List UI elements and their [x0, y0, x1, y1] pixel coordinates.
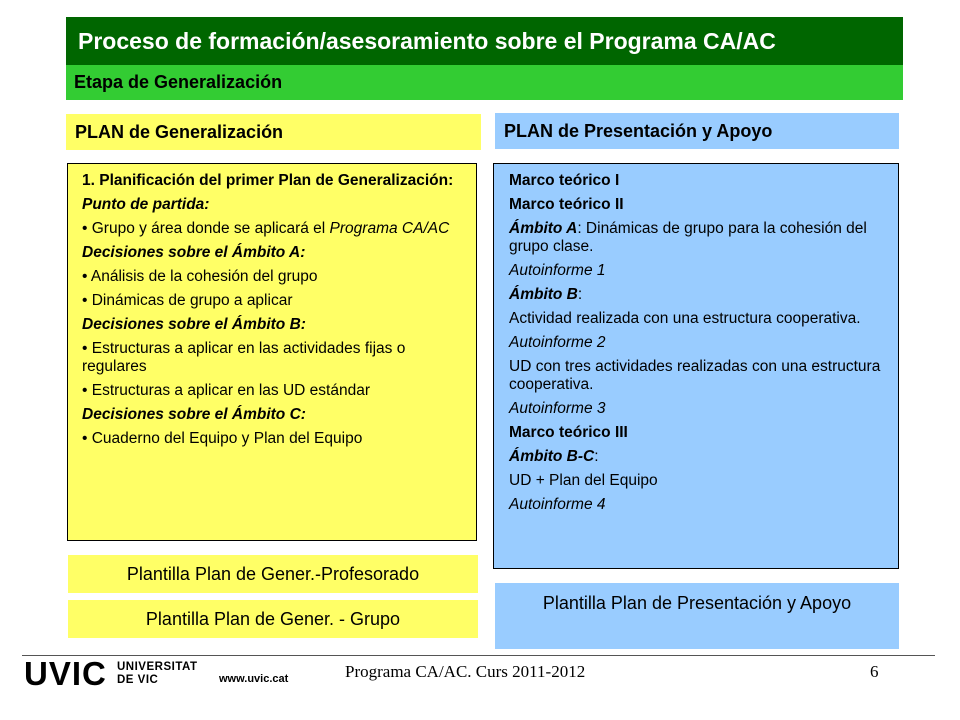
list-item: Marco teórico III [509, 424, 628, 441]
list-item-text: Programa CA/AC [329, 220, 450, 237]
template-grupo-label: Plantilla Plan de Gener. - Grupo [68, 600, 478, 638]
list-item: Decisiones sobre el Ámbito B: [82, 316, 306, 333]
slide-title: Proceso de formación/asesoramiento sobre el Programa CA/AC [66, 17, 903, 65]
list-item: Marco teórico I [509, 172, 620, 189]
list-item: Decisiones sobre el Ámbito A: [82, 244, 306, 261]
list-item: Autoinforme 2 [509, 334, 606, 351]
university-name [117, 661, 197, 687]
plan-generalizacion-header: PLAN de Generalización [66, 114, 481, 150]
list-item: Actividad realizada con una estructura cooperativa. [509, 310, 861, 327]
list-item: UD + Plan del Equipo [509, 472, 658, 489]
list-item: • Dinámicas de grupo a aplicar [82, 292, 293, 309]
list-item [509, 286, 888, 304]
list-item-text: : Dinámicas de grupo para la cohesión del grupo clase. [509, 220, 867, 255]
footer-course: Programa CA/AC. Curs 2011-2012 [345, 662, 586, 681]
list-item-text: Ámbito B-C [509, 448, 595, 465]
slide-subtitle: Etapa de Generalización [66, 65, 903, 100]
uvic-logo: UVIC [24, 655, 107, 692]
list-item: • Estructuras a aplicar en las actividades fijas o regulares [82, 340, 406, 375]
page-number: 6 [870, 662, 879, 681]
list-item-text: Ámbito B [509, 286, 578, 303]
list-item-text: Ámbito A [509, 220, 578, 237]
template-profesorado-label: Plantilla Plan de Gener.-Profesorado [68, 555, 478, 593]
list-item: 1. Planificación del primer Plan de Generalización: [82, 172, 454, 189]
list-item: UD con tres actividades realizadas con una estructura cooperativa. [509, 358, 881, 393]
list-item-text: : [577, 286, 583, 303]
list-item: • Cuaderno del Equipo y Plan del Equipo [82, 430, 363, 447]
list-item: • Estructuras a aplicar en las UD estándar [82, 382, 370, 399]
plan-generalizacion-panel [67, 163, 477, 541]
list-item [509, 220, 888, 256]
list-item [509, 448, 888, 466]
website-url: www.uvic.cat [219, 673, 289, 685]
list-item-text: • Grupo y área donde se aplicará el [82, 220, 330, 237]
list-item: Autoinforme 1 [509, 262, 606, 279]
list-item: • Análisis de la cohesión del grupo [82, 268, 318, 285]
plan-presentacion-panel [493, 163, 899, 569]
university-line: UNIVERSITAT [117, 661, 198, 673]
list-item: Decisiones sobre el Ámbito C: [82, 406, 306, 423]
footer-divider [22, 655, 935, 656]
list-item: Autoinforme 4 [509, 496, 606, 513]
plan-presentacion-header: PLAN de Presentación y Apoyo [495, 113, 899, 149]
list-item: Marco teórico II [509, 196, 624, 213]
list-item: Punto de partida: [82, 196, 210, 213]
university-line: DE VIC [117, 674, 159, 686]
template-presentacion-label: Plantilla Plan de Presentación y Apoyo [495, 583, 899, 649]
list-item: Autoinforme 3 [509, 400, 606, 417]
list-item-text: : [594, 448, 599, 465]
list-item [82, 220, 466, 238]
